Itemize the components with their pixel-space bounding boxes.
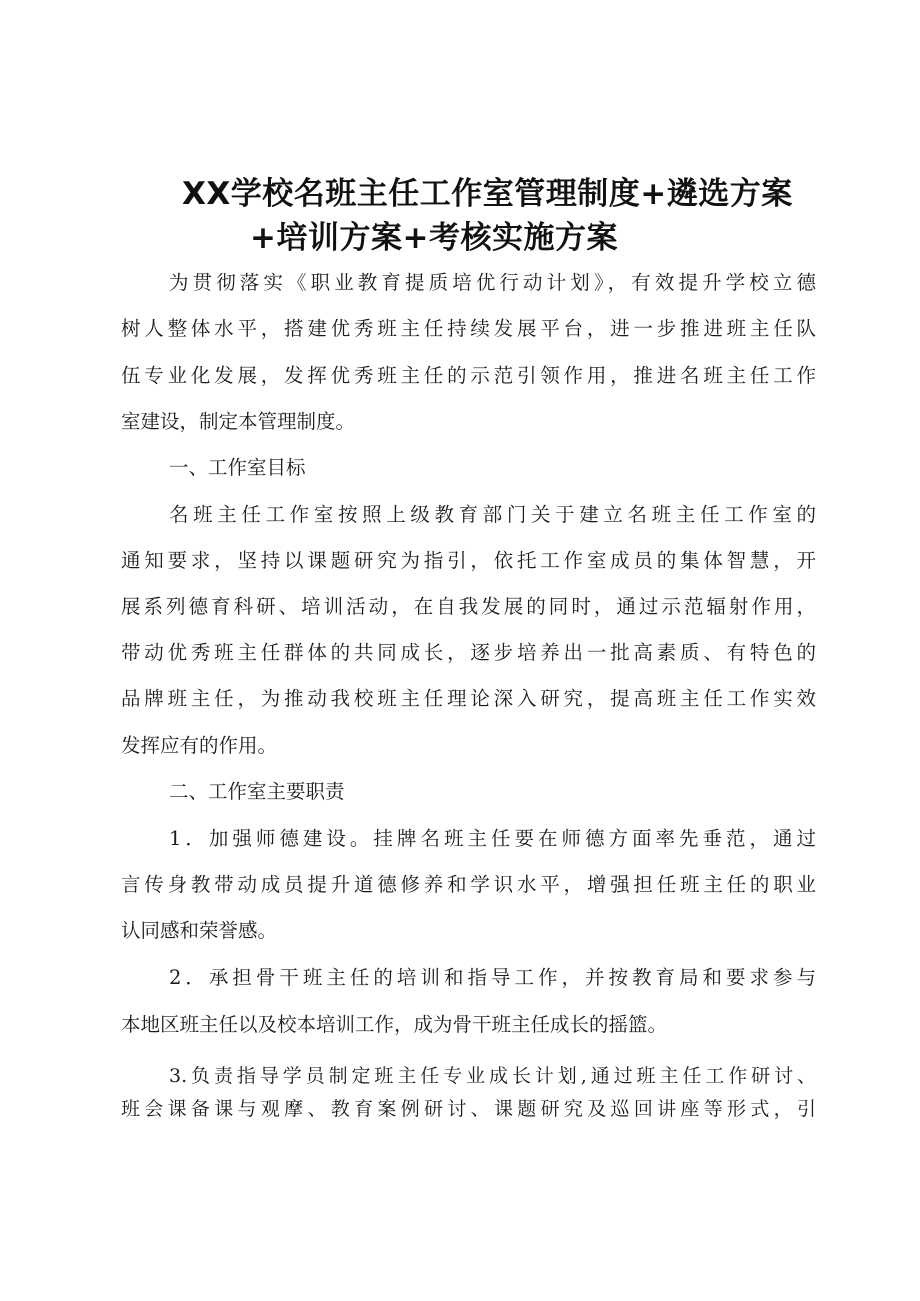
duty2-line-2: 本地区班主任以及校本培训工作，成为骨干班主任成长的摇篮。 [121,1013,668,1036]
duty1-line-1: 1．加强师德建设。挂牌名班主任要在师德方面率先垂范，通过 [169,827,816,850]
section-heading-duties: 二、工作室主要职责 [169,780,345,803]
document-title-line-1: XX学校名班主任工作室管理制度+遴选方案 [182,176,793,212]
intro-line-4: 室建设，制定本管理制度。 [121,410,356,433]
intro-line-3: 伍专业化发展，发挥优秀班主任的示范引领作用，推进名班主任工作 [121,364,816,387]
section1-line-1: 名班主任工作室按照上级教育部门关于建立名班主任工作室的 [169,503,816,526]
duty3-line-2: 班会课备课与观摩、教育案例研讨、课题研究及巡回讲座等形式，引 [121,1098,816,1120]
section1-line-5: 品牌班主任，为推动我校班主任理论深入研究，提高班主任工作实效 [121,687,816,710]
section1-line-6: 发挥应有的作用。 [121,734,278,757]
duty1-line-3: 认同感和荣誉感。 [121,919,278,942]
duty1-line-2: 言传身教带动成员提升道德修养和学识水平，增强担任班主任的职业 [121,873,816,896]
duty2-line-1: 2．承担骨干班主任的培训和指导工作，并按教育局和要求参与 [169,966,816,989]
intro-line-2: 树人整体水平，搭建优秀班主任持续发展平台，进一步推进班主任队 [121,317,816,340]
duty3-line-1: 3.负责指导学员制定班主任专业成长计划,通过班主任工作研讨、 [169,1065,816,1087]
document-title-line-2: +培训方案+考核实施方案 [250,220,618,256]
intro-line-1: 为贯彻落实《职业教育提质培优行动计划》，有效提升学校立德 [169,271,816,294]
section-heading-goals: 一、工作室目标 [169,456,306,479]
section1-line-3: 展系列德育科研、培训活动，在自我发展的同时，通过示范辐射作用， [121,595,816,618]
section1-line-4: 带动优秀班主任群体的共同成长，逐步培养出一批高素质、有特色的 [121,641,816,664]
section1-line-2: 通知要求，坚持以课题研究为指引，依托工作室成员的集体智慧，开 [121,549,816,572]
